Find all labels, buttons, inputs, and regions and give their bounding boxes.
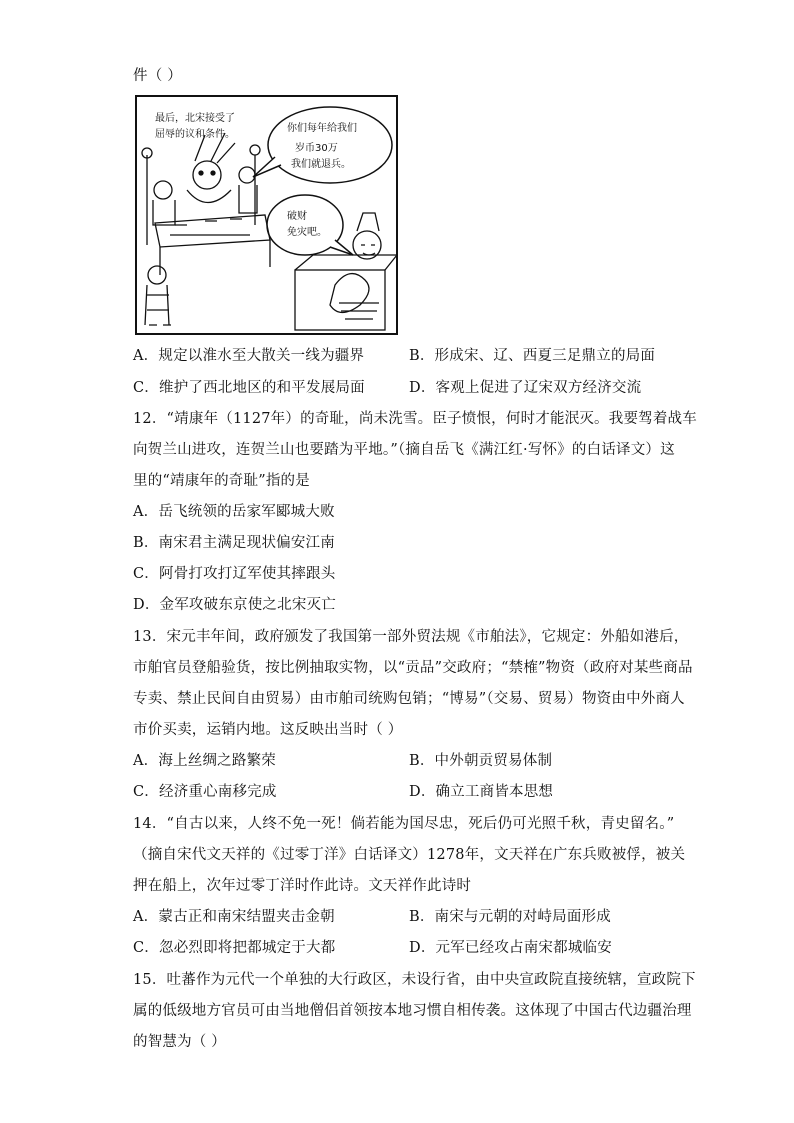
- q13-stem-line-1: 13．宋元丰年间，政府颁发了我国第一部外贸法规《市舶法》，它规定：外船如港后，: [133, 629, 689, 645]
- q13-option-b[interactable]: B．中外朝贡贸易体制: [409, 753, 553, 769]
- bubble2-line1: 破财: [287, 211, 307, 222]
- q11-option-b[interactable]: B．形成宋、辽、西夏三足鼎立的局面: [409, 348, 656, 364]
- q15-stem-line-2: 属的低级地方官员可由当地僧侣首领按本地习惯自相传袭。这体现了中国古代边疆治理: [133, 1003, 692, 1019]
- q14-stem-line-3: 押在船上，次年过零丁洋时作此诗。文天祥作此诗时: [133, 878, 472, 894]
- q13-option-d[interactable]: D．确立工商皆本思想: [409, 784, 554, 800]
- cartoon-illustration: [135, 95, 398, 337]
- q12-stem-line-1: 12．“靖康年（1127年）的奇耻，尚未洗雪。臣子愤恨，何时才能泯灭。我要驾着战车: [133, 411, 697, 427]
- q12-option-d[interactable]: D．金军攻破东京使之北宋灭亡: [133, 597, 336, 613]
- q15-stem-line-3: 的智慧为（ ）: [133, 1034, 227, 1050]
- q13-option-a[interactable]: A．海上丝绸之路繁荣: [133, 753, 276, 769]
- cartoon-caption-line2: 屈辱的议和条件。: [155, 129, 235, 140]
- q13-stem-line-4: 市价买卖，运销内地。这反映出当时（ ）: [133, 722, 403, 738]
- q13-stem-line-2: 市舶官员登船验货，按比例抽取实物，以“贡品”交政府；“禁榷”物资（政府对某些商品: [133, 660, 693, 676]
- q12-stem-line-2: 向贺兰山进攻，连贺兰山也要踏为平地。”（摘自岳飞《满江红·写怀》的白话译文）这: [133, 442, 675, 458]
- q11-option-c[interactable]: C．维护了西北地区的和平发展局面: [133, 380, 365, 396]
- q15-stem-line-1: 15．吐蕃作为元代一个单独的大行政区，未设行省，由中央宣政院直接统辖，宣政院下: [133, 972, 696, 988]
- q12-stem-line-3: 里的“靖康年的奇耻”指的是: [133, 473, 310, 489]
- bubble1-line3: 我们就退兵。: [291, 159, 351, 170]
- q11-stem-tail: 件（ ）: [133, 68, 182, 84]
- q14-option-c[interactable]: C．忽必烈即将把都城定于大都: [133, 940, 336, 956]
- bubble2-line2: 免灾吧。: [287, 227, 327, 238]
- q14-option-a[interactable]: A．蒙古正和南宋结盟夹击金朝: [133, 909, 335, 925]
- q11-option-d[interactable]: D．客观上促进了辽宋双方经济交流: [409, 380, 642, 396]
- cartoon-caption-line1: 最后，北宋接受了: [155, 113, 235, 124]
- q14-option-b[interactable]: B．南宋与元朝的对峙局面形成: [409, 909, 611, 925]
- q12-option-b[interactable]: B．南宋君主满足现状偏安江南: [133, 535, 335, 551]
- bubble1-line2: 岁币30万: [295, 143, 338, 154]
- q12-option-c[interactable]: C．阿骨打攻打辽军使其摔跟头: [133, 566, 336, 582]
- bubble1-line1: 你们每年给我们: [287, 123, 357, 134]
- q12-option-a[interactable]: A．岳飞统领的岳家军郾城大败: [133, 504, 335, 520]
- q13-stem-line-3: 专卖、禁止民间自由贸易）由市舶司统购包销；“博易”（交易、贸易）物资由中外商人: [133, 691, 685, 707]
- q14-stem-line-2: （摘自宋代文天祥的《过零丁洋》白话译文）1278年，文天祥在广东兵败被俘，被关: [133, 847, 686, 863]
- q14-stem-line-1: 14．“自古以来，人终不免一死！倘若能为国尽忠，死后仍可光照千秋，青史留名。”: [133, 816, 675, 832]
- q14-option-d[interactable]: D．元军已经攻占南宋都城临安: [409, 940, 612, 956]
- q11-option-a[interactable]: A．规定以淮水至大散关一线为疆界: [133, 348, 365, 364]
- q13-option-c[interactable]: C．经济重心南移完成: [133, 784, 277, 800]
